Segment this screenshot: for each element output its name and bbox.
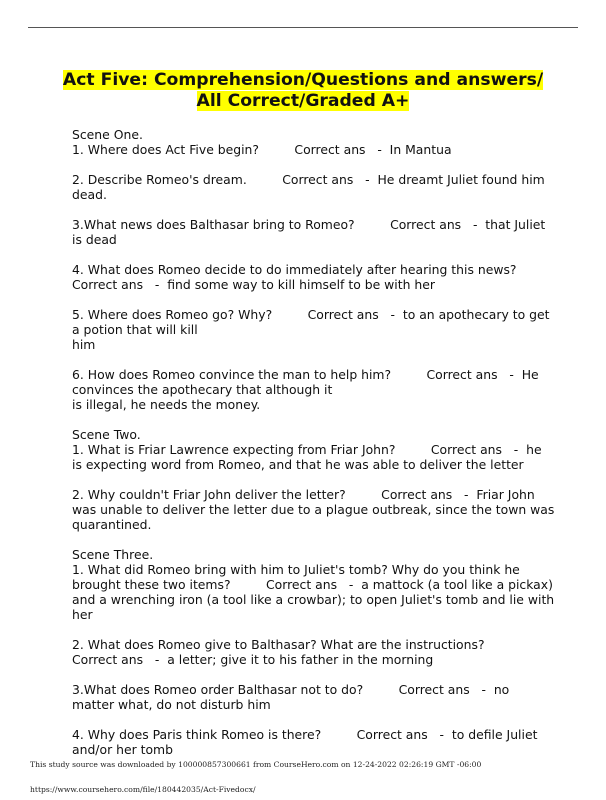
paragraph-gap	[72, 292, 542, 307]
qa-paragraph	[72, 307, 550, 352]
text-line: 4. Why does Paris think Romeo is there? Correct ans - to defile Juliet	[72, 727, 538, 742]
qa-paragraph	[72, 127, 542, 157]
text-line: matter what, do not disturb him	[72, 697, 271, 712]
header-rule	[28, 27, 578, 28]
text-line: 1. What did Romeo bring with him to Juliet's tomb? Why do you think he	[72, 562, 520, 577]
text-line: 1. Where does Act Five begin? Correct ans - In Mantua	[72, 142, 452, 157]
document-body	[72, 127, 555, 757]
source-url: https://www.coursehero.com/file/180442035/Act-Fivedocx/	[30, 785, 256, 794]
text-line: quarantined.	[72, 517, 152, 532]
text-line: him	[72, 337, 96, 352]
text-line: 2. Why couldn't Friar John deliver the letter? Correct ans - Friar John	[72, 487, 535, 502]
text-line: dead.	[72, 187, 107, 202]
paragraph-gap	[72, 202, 542, 217]
text-line: 3.What news does Balthasar bring to Romeo? Correct ans - that Juliet	[72, 217, 546, 232]
text-line: 6. How does Romeo convince the man to help him? Correct ans - He	[72, 367, 539, 382]
text-line: and a wrenching iron (a tool like a crowbar); to open Juliet's tomb and lie with	[72, 592, 555, 607]
text-line: 3.What does Romeo order Balthasar not to do? Correct ans - no	[72, 682, 510, 697]
text-line: 1. What is Friar Lawrence expecting from Friar John? Correct ans - he	[72, 442, 542, 457]
page-title-line-1: Act Five: Comprehension/Questions and answers/	[62, 70, 544, 90]
page-title	[0, 70, 606, 112]
paragraph-gap	[72, 472, 542, 487]
text-line: convinces the apothecary that although it	[72, 382, 333, 397]
paragraph-gap	[72, 412, 542, 427]
paragraph-gap	[72, 532, 542, 547]
text-line: Correct ans - find some way to kill himself to be with her	[72, 277, 435, 292]
text-line: is illegal, he needs the money.	[72, 397, 261, 412]
qa-paragraph	[72, 547, 555, 622]
text-line: is dead	[72, 232, 117, 247]
text-line: Correct ans - a letter; give it to his father in the morning	[72, 652, 434, 667]
text-line: brought these two items? Correct ans - a mattock (a tool like a pickax)	[72, 577, 553, 592]
qa-paragraph	[72, 727, 542, 757]
text-line: a potion that will kill	[72, 322, 198, 337]
text-line: was unable to deliver the letter due to a plague outbreak, since the town was	[72, 502, 555, 517]
page-title-line-2: All Correct/Graded A+	[196, 91, 410, 111]
qa-paragraph	[72, 217, 546, 247]
paragraph-gap	[72, 667, 542, 682]
qa-paragraph	[72, 262, 542, 292]
text-line: 4. What does Romeo decide to do immediately after hearing this news?	[72, 262, 517, 277]
qa-paragraph	[72, 427, 542, 472]
text-line: Scene One.	[72, 127, 143, 142]
qa-paragraph	[72, 172, 545, 202]
text-line: is expecting word from Romeo, and that he was able to deliver the letter	[72, 457, 524, 472]
paragraph-gap	[72, 352, 542, 367]
qa-paragraph	[72, 637, 542, 667]
qa-paragraph	[72, 487, 555, 532]
text-line: 2. What does Romeo give to Balthasar? What are the instructions?	[72, 637, 485, 652]
paragraph-gap	[72, 247, 542, 262]
text-line: and/or her tomb	[72, 742, 173, 757]
text-line: Scene Three.	[72, 547, 154, 562]
paragraph-gap	[72, 622, 542, 637]
text-line: 5. Where does Romeo go? Why? Correct ans - to an apothecary to get	[72, 307, 550, 322]
paragraph-gap	[72, 712, 542, 727]
qa-paragraph	[72, 367, 542, 412]
qa-paragraph	[72, 682, 542, 712]
text-line: 2. Describe Romeo's dream. Correct ans - He dreamt Juliet found him	[72, 172, 545, 187]
text-line: her	[72, 607, 93, 622]
text-line: Scene Two.	[72, 427, 141, 442]
download-note: This study source was downloaded by 100000857300661 from CourseHero.com on 12-24-2022 02:26:19 GMT -06:00	[30, 760, 482, 769]
paragraph-gap	[72, 157, 542, 172]
